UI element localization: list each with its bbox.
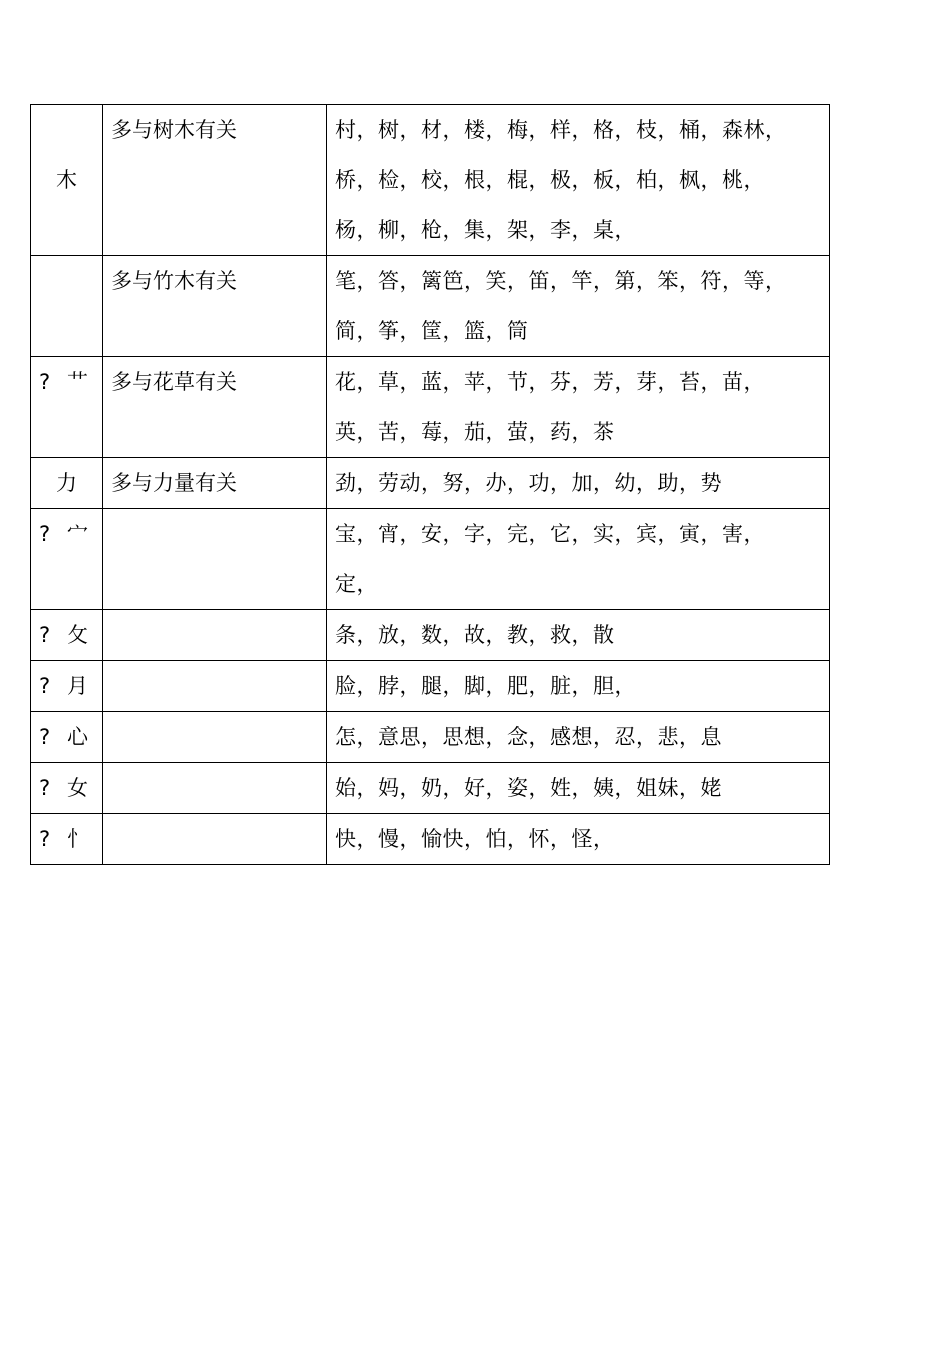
table-row: [31, 105, 830, 256]
unknown-glyph-mark: ?: [39, 370, 51, 394]
radical-cell: [31, 712, 103, 763]
table-row: [31, 509, 830, 610]
meaning-cell: [103, 509, 327, 610]
radical-char: 女: [67, 776, 88, 800]
table-row: [31, 763, 830, 814]
unknown-glyph-mark: ?: [39, 522, 51, 546]
examples-cell: 脸，脖，腿，脚，肥，脏，胆，: [327, 661, 830, 712]
examples-cell: 条，放，数，故，教，救，散: [327, 610, 830, 661]
unknown-glyph-mark: ?: [39, 725, 51, 749]
radical-cell: [31, 509, 103, 610]
examples-cell: 怎，意思，思想，念，感想，忍，悲，息: [327, 712, 830, 763]
meaning-cell: [103, 814, 327, 865]
examples-cell: 劲，劳动，努，办，功，加，幼，助，势: [327, 458, 830, 509]
radical-char: 宀: [67, 522, 88, 546]
table-row: [31, 661, 830, 712]
radical-char: 攵: [67, 623, 88, 647]
unknown-glyph-mark: ?: [39, 623, 51, 647]
examples-cell: 快，慢，愉快，怕，怀，怪，: [327, 814, 830, 865]
radical-table: [30, 104, 830, 865]
examples-cell: 宝，宵，安，字，完，它，实，宾，寅，害，定，: [327, 509, 830, 610]
table-row: [31, 357, 830, 458]
table-row: [31, 458, 830, 509]
meaning-cell: [103, 661, 327, 712]
meaning-cell: 多与花草有关: [103, 357, 327, 458]
radical-char: 木: [56, 168, 77, 192]
radical-cell: [31, 763, 103, 814]
radical-char: 力: [56, 471, 77, 495]
radical-cell: [31, 610, 103, 661]
radical-cell: [31, 105, 103, 256]
examples-cell: 始，妈，奶，好，姿，姓，姨，姐妹，姥: [327, 763, 830, 814]
radical-char: 艹: [67, 370, 88, 394]
unknown-glyph-mark: ?: [39, 827, 51, 851]
examples-cell: 笔，答，篱笆，笑，笛，竿，第，笨，符，等，简，筝，筐，篮，筒: [327, 256, 830, 357]
meaning-cell: 多与竹木有关: [103, 256, 327, 357]
table-row: [31, 814, 830, 865]
unknown-glyph-mark: ?: [39, 776, 51, 800]
examples-cell: 花，草，蓝，苹，节，芬，芳，芽，苔，苗，英，苦，莓，茄，萤，药，茶: [327, 357, 830, 458]
unknown-glyph-mark: ?: [39, 674, 51, 698]
table-row: [31, 712, 830, 763]
radical-cell: [31, 814, 103, 865]
radical-char: 忄: [67, 827, 88, 851]
examples-cell: 村，树，材，楼，梅，样，格，枝，桶，森林，桥，检，校，根，棍，极，板，柏，枫，桃，杨，柳，枪，集，架，李，桌，: [327, 105, 830, 256]
radical-cell: [31, 256, 103, 357]
meaning-cell: [103, 610, 327, 661]
radical-char: 月: [67, 674, 88, 698]
radical-cell: [31, 458, 103, 509]
table-row: [31, 610, 830, 661]
meaning-cell: [103, 763, 327, 814]
meaning-cell: [103, 712, 327, 763]
meaning-cell: 多与力量有关: [103, 458, 327, 509]
radical-cell: [31, 357, 103, 458]
radical-cell: [31, 661, 103, 712]
radical-char: 心: [67, 725, 88, 749]
meaning-cell: 多与树木有关: [103, 105, 327, 256]
table-row: [31, 256, 830, 357]
